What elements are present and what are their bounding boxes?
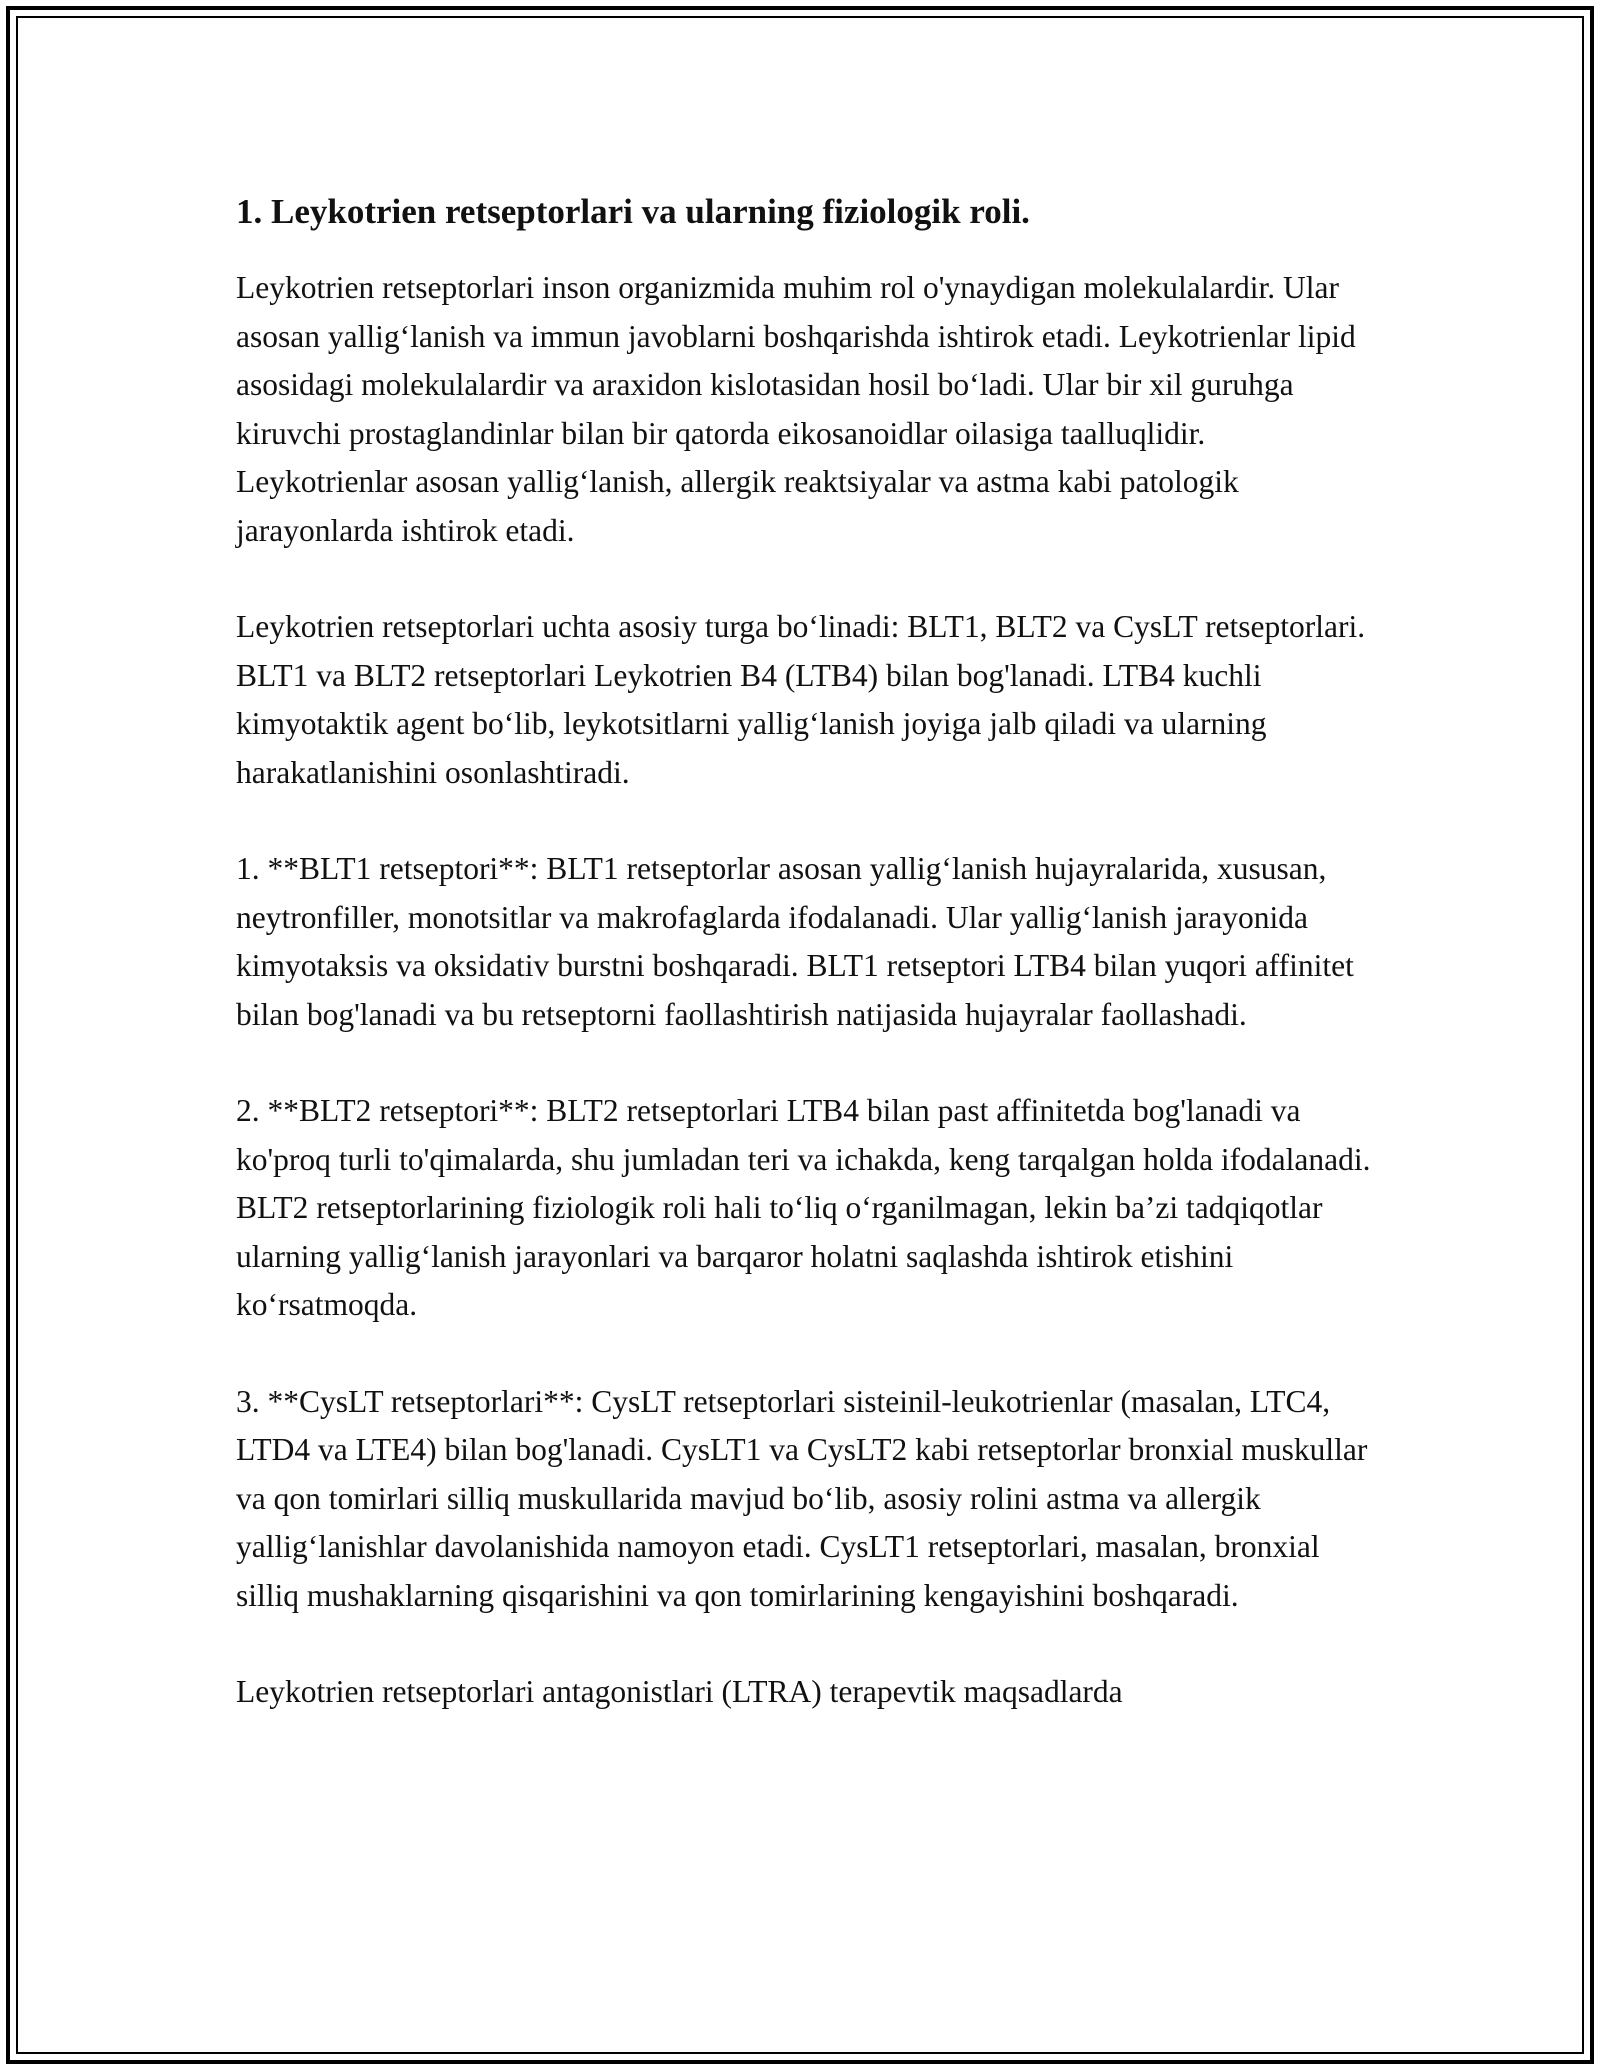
paragraph-intro: Leykotrien retseptorlari inson organizmida muhim rol o'ynaydigan molekulalardir. Ular asosan yallig‘lanish va immun javoblarni boshqarishda ishtirok etadi. Leykotrienlar lipid asosidagi molekulalardir va araxidon kislotasidan hosil bo‘ladi. Ular bir xil guruhga kiruvchi prostaglandinlar bilan bir qatorda eikosanoidlar oilasiga taalluqlidir. Leykotrienlar asosan yallig‘lanish, allergik reaktsiyalar va astma kabi patologik jarayonlarda ishtirok etadi. bbox=[236, 270, 1356, 548]
document-body bbox=[236, 188, 1376, 1765]
paragraph-ltra: Leykotrien retseptorlari antagonistlari (LTRA) terapevtik maqsadlarda bbox=[236, 1674, 1123, 1709]
section-heading: 1. Leykotrien retseptorlari va ularning fiziologik roli. bbox=[236, 192, 1030, 231]
paragraph-blt1: 1. **BLT1 retseptori**: BLT1 retseptorlar asosan yallig‘lanish hujayralarida, xususan, neytronfiller, monotsitlar va makrofaglarda ifodalanadi. Ular yallig‘lanish jarayonida kimyotaksis va oksidativ burstni boshqaradi. BLT1 retseptori LTB4 bilan yuqori affinitet bilan bog'lanadi va bu retseptorni faollashtirish natijasida hujayralar faollashadi. bbox=[236, 851, 1354, 1032]
paragraph-cyslt: 3. **CysLT retseptorlari**: CysLT retseptorlari sisteinil-leukotrienlar (masalan, LTC4, LTD4 va LTE4) bilan bog'lanadi. CysLT1 va CysLT2 kabi retseptorlar bronxial muskullar va qon tomirlari silliq muskullarida mavjud bo‘lib, asosiy rolini astma va allergik yallig‘lanishlar davolanishida namoyon etadi. CysLT1 retseptorlari, masalan, bronxial silliq mushaklarning qisqarishini va qon tomirlarining kengayishini boshqaradi. bbox=[236, 1383, 1368, 1613]
paragraph-receptor-types: Leykotrien retseptorlari uchta asosiy turga bo‘linadi: BLT1, BLT2 va CysLT retseptorlari. BLT1 va BLT2 retseptorlari Leykotrien B4 (LTB4) bilan bog'lanadi. LTB4 kuchli kimyotaktik agent bo‘lib, leykotsitlarni yallig‘lanish joyiga jalb qiladi va ularning harakatlanishini osonlashtiradi. bbox=[236, 609, 1366, 790]
paragraph-blt2: 2. **BLT2 retseptori**: BLT2 retseptorlari LTB4 bilan past affinitetda bog'lanadi va ko'proq turli to'qimalarda, shu jumladan teri va ichakda, keng tarqalgan holda ifodalanadi. BLT2 retseptorlarining fiziologik roli hali to‘liq o‘rganilmagan, lekin ba’zi tadqiqotlar ularning yallig‘lanish jarayonlari va barqaror holatni saqlashda ishtirok etishini ko‘rsatmoqda. bbox=[236, 1093, 1371, 1322]
